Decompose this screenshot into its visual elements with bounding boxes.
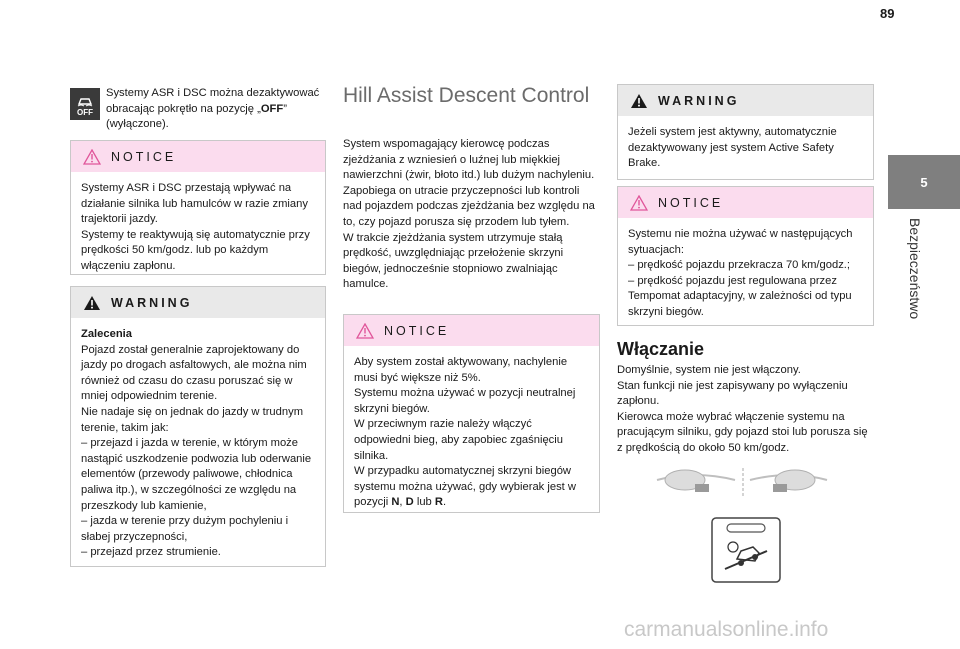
notice-header [618, 187, 873, 218]
notice-box-limits [617, 186, 874, 326]
notice-text: Systemy ASR i DSC przestają wpływać na działanie silnika lub hamulców w razie zmiany trajektorii jazdy. Systemy te reaktywują się automatycznie przy prędkości 50 km/godz. lub po każdym włączeniu zapłonu. [81, 182, 310, 272]
notice-title: NOTICE [384, 323, 450, 338]
chapter-title-text: Bezpieczeństwo [907, 218, 923, 320]
warning-triangle-icon [83, 295, 101, 311]
warning-title: WARNING [658, 93, 740, 108]
intro-text: Systemy ASR i DSC można dezaktywować obracając pokrętło na pozycję „ [106, 87, 320, 115]
notice-header [344, 315, 599, 346]
notice-text: Systemu nie można używać w następujących sytuacjach: – prędkość pojazdu przekracza 70 km/godz.; – prędkość pojazdu jest regulowana przez Tempomat adaptacyjny, w zależności od typu skrzyni biegów. [628, 228, 853, 318]
separator: lub [413, 496, 435, 509]
separator: , [399, 496, 406, 509]
notice-title: NOTICE [111, 149, 177, 164]
subsection-text: Domyślnie, system nie jest włączony. Stan funkcji nie jest zapisywany po wyłączeniu zapłonu. Kierowca może wybrać włączenie systemu na pracującym silniku, gdy pojazd stoi lub porusza się z prędkością do około 50 km/godz. [617, 364, 868, 454]
warning-header [71, 287, 325, 318]
chapter-side-title [905, 218, 925, 348]
gear-r: R [434, 496, 443, 509]
dashboard-illustration [655, 462, 830, 502]
warning-heading: Zalecenia [81, 328, 132, 340]
warning-header [618, 85, 873, 116]
intro-paragraph [70, 86, 326, 133]
watermark: carmanualsonline.info [624, 618, 829, 641]
warning-box-zalecenia [70, 286, 326, 567]
notice-triangle-icon [356, 323, 374, 339]
notice-box-asr [70, 140, 326, 275]
intro-bold: OFF [260, 102, 284, 115]
section-title: Hill Assist Descent Control [343, 84, 590, 107]
notice-text: Aby system został aktywowany, nachylenie musi być większe niż 5%. Systemu można używać w pozycji neutralnej skrzyni biegów. W przeciwnym razie należy włączyć odpowiedni bieg, aby zapobiec zgaśnięciu silnika. W przypadku automatycznej skrzyni biegów systemu można używać, gdy wybierak jest w pozycji [354, 356, 576, 509]
intro-after: ” (wyłączone). [106, 102, 287, 131]
notice-header [71, 141, 325, 172]
off-icon-label: OFF [77, 108, 93, 117]
notice-triangle-icon [83, 149, 101, 165]
notice-title: NOTICE [658, 195, 724, 210]
gear-d: D [405, 496, 414, 509]
warning-text: Jeżeli system jest aktywny, automatycznie dezaktywowany jest system Active Safety Brake. [628, 126, 837, 170]
subsection-title: Włączanie [617, 339, 705, 359]
warning-text: Pojazd został generalnie zaprojektowany do jazdy po drogach asfaltowych, ale można nim również od czasu do czasu poruszać się w mniej odpowiednim terenie. Nie nadaje się on jednak do jazdy w trudnym terenie, takim jak: – przejazd i jazda w terenie, w którym może nastąpić uszkodzenie podwozia lub oderwanie elementów (przewody paliwowe, chłodnica paliwa itp.), w szczególności ze względu na przeszkody lub kamienie, – jazda w terenie przy dużym pochyleniu i słabej przyczepności, – przejazd przez strumienie. [81, 343, 312, 559]
car-skid-icon [75, 96, 95, 108]
notice-triangle-icon [630, 195, 648, 211]
warning-title: WARNING [111, 295, 193, 310]
notice-box-activation [343, 314, 600, 513]
esp-off-icon [70, 88, 100, 120]
section-text: System wspomagający kierowcę podczas zjeżdżania z wzniesień o luźnej lub miękkiej nawierzchni (żwir, błoto itd.) lub dużym nachyleniu. Zapobiega on utracie przyczepności lub kontroli nad pojazdem podczas zjeżdżania bez względu na to, czy pojazd porusza się przodem lub tyłem. W trakcie zjeżdżania system utrzymuje stałą prędkość, uwzględniając przełożenie skrzyni biegów, jednocześnie stopniowo zwalniając hamulce. [343, 138, 595, 291]
chapter-tab[interactable]: 5 [888, 155, 960, 209]
hill-descent-button-illustration [711, 517, 781, 583]
warning-triangle-icon [630, 93, 648, 109]
gear-n: N [391, 496, 400, 509]
period: . [442, 496, 447, 509]
warning-box-asb [617, 84, 874, 180]
page-number: 89 [880, 6, 895, 21]
